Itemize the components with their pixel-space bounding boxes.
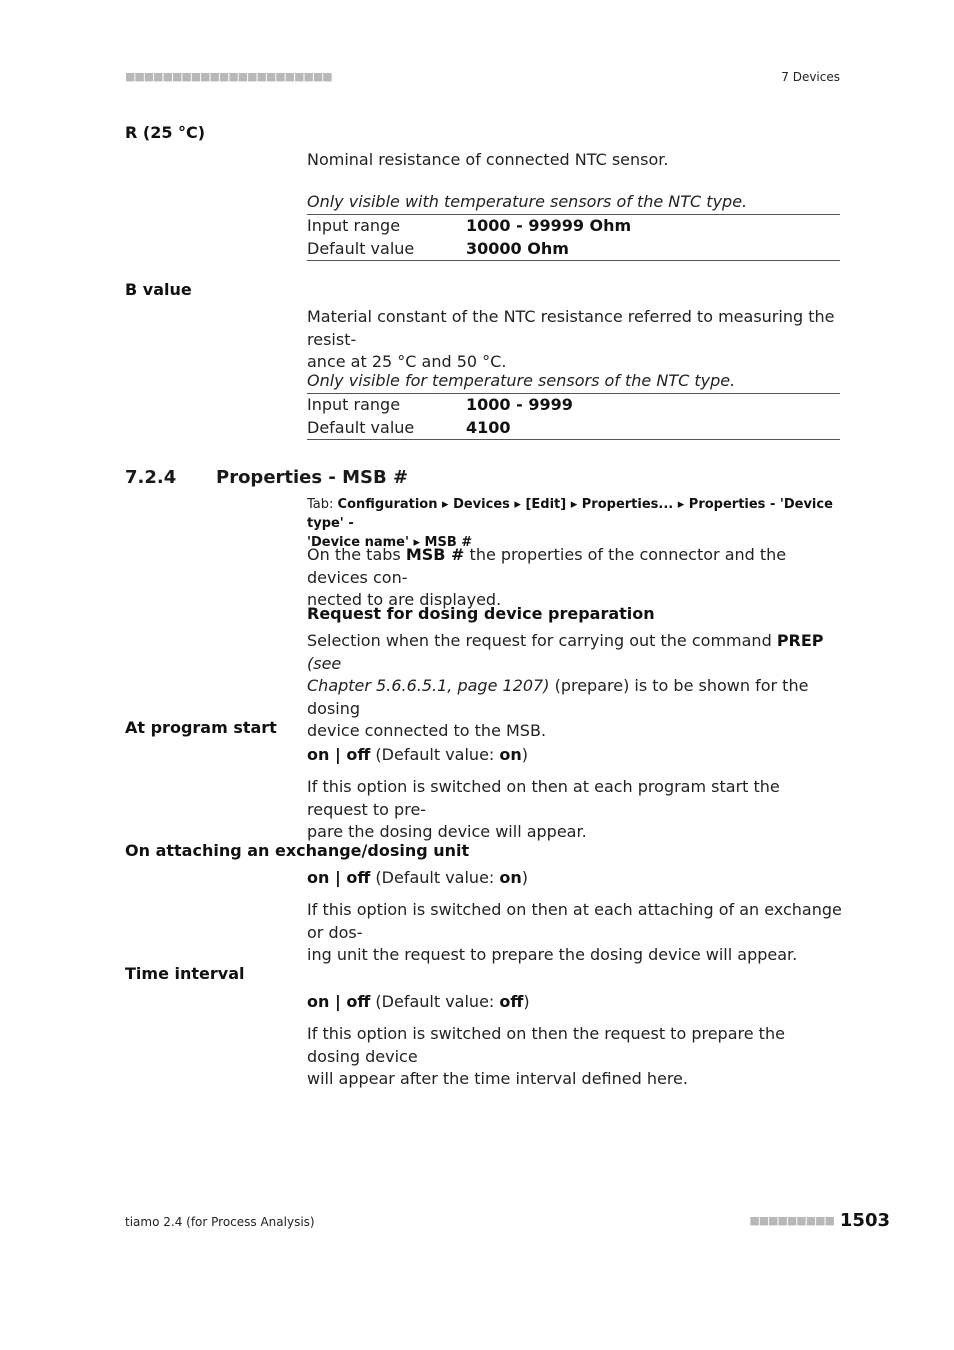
default-value-label: Default value xyxy=(307,238,415,258)
input-range-value: 1000 - 99999 Ohm xyxy=(466,216,632,235)
request-text: device connected to the MSB. xyxy=(307,721,547,740)
default-value: off xyxy=(499,992,524,1011)
option-toggle-line xyxy=(307,991,842,1014)
term-time-interval: Time interval xyxy=(125,964,245,983)
term-r25: R (25 °C) xyxy=(125,123,206,142)
toggle-values: on | off xyxy=(307,745,371,764)
description-line: If this option is switched on then at each attaching of an exchange or dos- xyxy=(307,900,842,942)
subheading-request: Request for dosing device preparation xyxy=(307,604,655,623)
footer-decoration: ■■■■■■■■■ xyxy=(749,1214,834,1227)
intro-text: nected to are displayed. xyxy=(307,590,502,609)
option-description xyxy=(307,899,842,967)
request-description xyxy=(307,630,842,743)
default-label: (Default value: xyxy=(370,745,500,764)
intro-text: On the tabs xyxy=(307,545,406,564)
header-decoration: ■■■■■■■■■■■■■■■■■■■■■■ xyxy=(125,70,332,83)
option-description xyxy=(307,1023,842,1091)
command-prep: PREP xyxy=(776,631,824,650)
r25-parameter-table xyxy=(307,214,840,261)
term-b-value: B value xyxy=(125,280,192,299)
section-intro xyxy=(307,544,842,612)
header-chapter: 7 Devices xyxy=(781,70,840,84)
default-close: ) xyxy=(521,745,529,764)
footer-product: tiamo 2.4 (for Process Analysis) xyxy=(125,1215,315,1229)
r25-note: Only visible with temperature sensors of the NTC type. xyxy=(307,192,748,211)
section-title: Properties - MSB # xyxy=(216,467,409,488)
option-description xyxy=(307,776,842,844)
chapter-reference: Chapter 5.6.6.5.1, page 1207) xyxy=(307,676,550,695)
tab-path-line: Configuration ▸ Devices ▸ [Edit] ▸ Properties... ▸ Properties - 'Device type' - xyxy=(307,497,833,531)
request-text: (prepare) is to be shown for the dosing xyxy=(307,676,809,718)
table-row xyxy=(307,394,840,417)
page-number: 1503 xyxy=(839,1210,890,1231)
default-close: ) xyxy=(523,992,530,1011)
table-row xyxy=(307,215,840,238)
toggle-values: on | off xyxy=(307,868,371,887)
default-value: on xyxy=(499,868,522,887)
bvalue-note: Only visible for temperature sensors of the NTC type. xyxy=(307,371,736,390)
bvalue-description xyxy=(307,306,842,374)
term-on-attaching-unit: On attaching an exchange/dosing unit xyxy=(125,841,470,860)
intro-bold: MSB # xyxy=(405,545,465,564)
term-at-program-start: At program start xyxy=(125,718,277,737)
description-line: If this option is switched on then the request to prepare the dosing device xyxy=(307,1024,785,1066)
r25-description: Nominal resistance of connected NTC sensor. xyxy=(307,150,669,169)
default-value: 30000 Ohm xyxy=(466,238,569,258)
default-value: 4100 xyxy=(466,417,511,437)
table-row xyxy=(307,238,840,261)
default-value-label: Default value xyxy=(307,417,415,437)
option-toggle-line xyxy=(307,744,842,767)
input-range-label: Input range xyxy=(307,395,401,414)
default-value: on xyxy=(499,745,522,764)
request-text: Selection when the request for carrying out the command xyxy=(307,631,777,650)
description-line: Material constant of the NTC resistance referred to measuring the resist- xyxy=(307,307,835,349)
input-range-value: 1000 - 9999 xyxy=(466,395,573,414)
toggle-values: on | off xyxy=(307,992,371,1011)
tab-prefix: Tab: xyxy=(307,497,338,512)
footer-page xyxy=(749,1210,890,1231)
tab-path-line: 'Device name' ▸ MSB # xyxy=(307,535,473,550)
description-line: If this option is switched on then at each program start the request to pre- xyxy=(307,777,780,819)
option-toggle-line xyxy=(307,867,842,890)
chapter-reference: (see xyxy=(307,653,342,673)
description-line: ance at 25 °C and 50 °C. xyxy=(307,352,507,371)
default-label: (Default value: xyxy=(370,868,500,887)
description-line: pare the dosing device will appear. xyxy=(307,822,587,841)
description-line: ing unit the request to prepare the dosing device will appear. xyxy=(307,945,798,964)
section-number: 7.2.4 xyxy=(125,467,177,488)
description-line: will appear after the time interval defined here. xyxy=(307,1069,688,1088)
input-range-label: Input range xyxy=(307,216,401,235)
default-close: ) xyxy=(521,868,529,887)
default-label: (Default value: xyxy=(370,992,500,1011)
bvalue-parameter-table xyxy=(307,393,840,440)
table-row xyxy=(307,417,840,440)
intro-text: the properties of the connector and the devices con- xyxy=(307,545,787,587)
